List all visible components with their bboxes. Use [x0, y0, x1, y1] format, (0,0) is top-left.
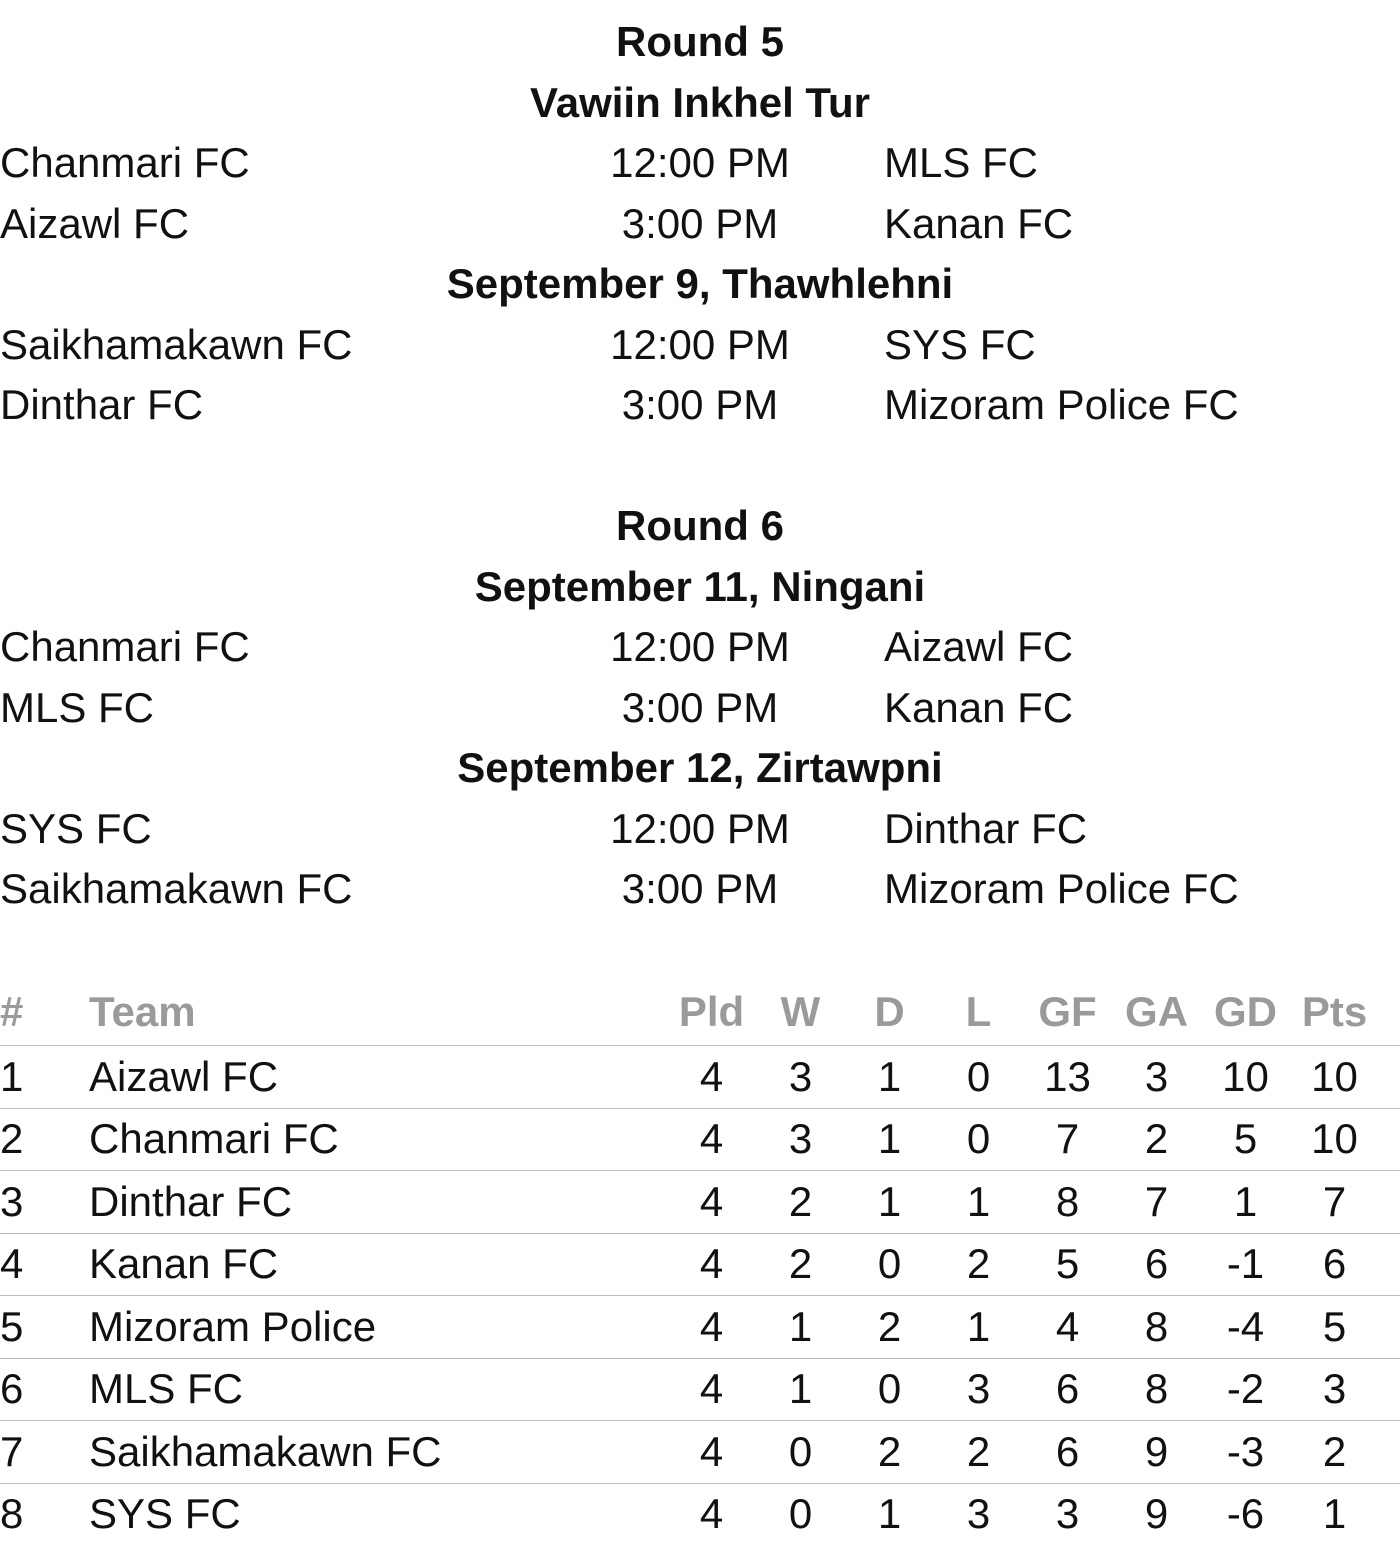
played-cell: 4	[667, 1171, 756, 1234]
goals-against-cell: 9	[1112, 1421, 1201, 1484]
fixture-row	[0, 315, 1400, 376]
won-cell: 1	[756, 1296, 845, 1359]
position-cell: 3	[0, 1171, 89, 1234]
position-cell: 5	[0, 1296, 89, 1359]
goals-against-cell: 9	[1144, 1490, 1169, 1538]
fixture-row	[0, 678, 1400, 739]
points-cell: 7	[1290, 1171, 1400, 1234]
goal-difference-cell: -3	[1201, 1421, 1290, 1484]
team-name-cell: Chanmari FC	[89, 1108, 667, 1171]
lost-cell: 2	[934, 1421, 1023, 1484]
match-day-heading: September 11, Ningani	[474, 562, 926, 610]
away-team: Mizoram Police FC	[884, 381, 1239, 428]
team-name-cell: Aizawl FC	[89, 1046, 667, 1109]
table-header-row	[0, 979, 1400, 1046]
table-row	[0, 1108, 1400, 1171]
fixture-row	[0, 859, 1400, 920]
kickoff-time: 3:00 PM	[621, 865, 779, 912]
played-cell: 4	[667, 1421, 756, 1484]
drawn-cell: 0	[845, 1233, 934, 1296]
lost-cell: 2	[934, 1233, 1023, 1296]
column-header-won: W	[756, 979, 845, 1046]
match-day-heading: September 12, Zirtawpni	[457, 744, 943, 791]
fixture-row	[0, 617, 1400, 678]
fixture-row	[0, 133, 1400, 194]
kickoff-time: 12:00 PM	[610, 804, 790, 852]
lost-cell: 0	[934, 1046, 1023, 1109]
table-row	[0, 1171, 1400, 1234]
goals-for-cell: 7	[1023, 1108, 1112, 1171]
match-day-heading: Vawiin Inkhel Tur	[530, 78, 870, 126]
kickoff-time: 12:00 PM	[610, 623, 790, 670]
position-cell: 6	[0, 1358, 89, 1421]
drawn-cell: 1	[845, 1046, 934, 1109]
goal-difference-cell: -4	[1201, 1296, 1290, 1359]
column-header-goal-difference: GD	[1201, 979, 1290, 1046]
played-cell: 4	[699, 1490, 724, 1538]
kickoff-time: 3:00 PM	[621, 199, 779, 247]
goals-for-cell: 3	[1055, 1490, 1080, 1538]
table-row	[0, 1296, 1400, 1359]
lost-cell: 3	[966, 1490, 991, 1538]
home-team: Saikhamakawn FC	[0, 865, 353, 912]
played-cell: 4	[667, 1046, 756, 1109]
home-team: Chanmari FC	[0, 623, 250, 670]
won-cell: 3	[756, 1046, 845, 1109]
fixture-row	[0, 194, 1400, 255]
round-5-schedule	[0, 12, 1400, 436]
home-team: Aizawl FC	[0, 199, 190, 247]
away-team: Kanan FC	[884, 199, 1074, 247]
kickoff-time: 3:00 PM	[621, 381, 779, 428]
table-row	[0, 1421, 1400, 1484]
points-cell: 5	[1290, 1296, 1400, 1359]
team-name-cell: SYS FC	[89, 1490, 241, 1538]
standings-table-container	[0, 979, 1400, 1545]
lost-cell: 3	[934, 1358, 1023, 1421]
home-team: SYS FC	[0, 804, 152, 852]
lost-cell: 1	[934, 1171, 1023, 1234]
played-cell: 4	[667, 1296, 756, 1359]
won-cell: 2	[756, 1233, 845, 1296]
points-cell: 10	[1290, 1108, 1400, 1171]
won-cell: 3	[756, 1108, 845, 1171]
goal-difference-cell: -2	[1201, 1358, 1290, 1421]
match-day-heading: September 9, Thawhlehni	[446, 260, 954, 307]
goal-difference-cell: -6	[1226, 1490, 1265, 1538]
round-title: Round 5	[616, 18, 784, 65]
goals-against-cell: 6	[1112, 1233, 1201, 1296]
team-name-cell: Saikhamakawn FC	[89, 1421, 667, 1484]
column-header-position: #	[0, 979, 89, 1046]
column-header-goals-for: GF	[1023, 979, 1112, 1046]
drawn-cell: 1	[845, 1171, 934, 1234]
home-team: Dinthar FC	[0, 381, 204, 428]
column-header-drawn: D	[845, 979, 934, 1046]
goal-difference-cell: 10	[1201, 1046, 1290, 1109]
goals-against-cell: 7	[1112, 1171, 1201, 1234]
fixture-row	[0, 799, 1400, 860]
played-cell: 4	[667, 1233, 756, 1296]
standings-table	[0, 979, 1400, 1545]
goals-against-cell: 2	[1112, 1108, 1201, 1171]
home-team: MLS FC	[0, 683, 155, 731]
team-name-cell: MLS FC	[89, 1358, 667, 1421]
position-cell: 2	[0, 1108, 89, 1171]
won-cell: 0	[756, 1421, 845, 1484]
played-cell: 4	[667, 1358, 756, 1421]
away-team: MLS FC	[884, 139, 1039, 186]
goal-difference-cell: -1	[1201, 1233, 1290, 1296]
lost-cell: 0	[934, 1108, 1023, 1171]
drawn-cell: 1	[877, 1490, 902, 1538]
points-cell: 3	[1290, 1358, 1400, 1421]
position-cell: 1	[0, 1046, 89, 1109]
fixture-row	[0, 375, 1400, 436]
won-cell: 0	[788, 1490, 813, 1538]
away-team: Dinthar FC	[884, 804, 1088, 852]
goals-for-cell: 4	[1023, 1296, 1112, 1359]
goals-for-cell: 13	[1023, 1046, 1112, 1109]
team-name-cell: Mizoram Police	[89, 1296, 667, 1359]
drawn-cell: 1	[845, 1108, 934, 1171]
away-team: Mizoram Police FC	[884, 865, 1239, 912]
goals-for-cell: 6	[1023, 1358, 1112, 1421]
column-header-goals-against: GA	[1112, 979, 1201, 1046]
home-team: Chanmari FC	[0, 139, 250, 186]
won-cell: 2	[756, 1171, 845, 1234]
round-6-schedule	[0, 496, 1400, 920]
position-cell: 7	[0, 1421, 89, 1484]
goals-against-cell: 3	[1112, 1046, 1201, 1109]
round-title: Round 6	[616, 502, 784, 549]
column-header-points: Pts	[1290, 979, 1400, 1046]
table-row	[0, 1046, 1400, 1109]
points-cell: 10	[1290, 1046, 1400, 1109]
lost-cell: 1	[934, 1296, 1023, 1359]
drawn-cell: 2	[845, 1421, 934, 1484]
kickoff-time: 12:00 PM	[610, 320, 790, 368]
away-team: Aizawl FC	[884, 623, 1074, 670]
drawn-cell: 2	[845, 1296, 934, 1359]
goals-for-cell: 6	[1023, 1421, 1112, 1484]
table-row	[0, 1483, 1400, 1545]
goal-difference-cell: 1	[1201, 1171, 1290, 1234]
position-cell: 4	[0, 1233, 89, 1296]
home-team: Saikhamakawn FC	[0, 320, 353, 368]
goals-against-cell: 8	[1112, 1358, 1201, 1421]
team-name-cell: Dinthar FC	[89, 1171, 667, 1234]
kickoff-time: 12:00 PM	[610, 139, 790, 186]
kickoff-time: 3:00 PM	[621, 683, 779, 731]
played-cell: 4	[667, 1108, 756, 1171]
column-header-played: Pld	[667, 979, 756, 1046]
standings-body	[0, 1046, 1400, 1546]
table-row	[0, 1233, 1400, 1296]
goals-for-cell: 8	[1023, 1171, 1112, 1234]
goals-against-cell: 8	[1112, 1296, 1201, 1359]
team-name-cell: Kanan FC	[89, 1233, 667, 1296]
column-header-team: Team	[89, 979, 667, 1046]
points-cell: 2	[1290, 1421, 1400, 1484]
away-team: Kanan FC	[884, 683, 1074, 731]
away-team: SYS FC	[884, 320, 1036, 368]
points-cell: 1	[1322, 1490, 1347, 1538]
goals-for-cell: 5	[1023, 1233, 1112, 1296]
goal-difference-cell: 5	[1201, 1108, 1290, 1171]
points-cell: 6	[1290, 1233, 1400, 1296]
won-cell: 1	[756, 1358, 845, 1421]
drawn-cell: 0	[845, 1358, 934, 1421]
column-header-lost: L	[934, 979, 1023, 1046]
position-cell: 8	[0, 1490, 24, 1538]
table-row	[0, 1358, 1400, 1421]
